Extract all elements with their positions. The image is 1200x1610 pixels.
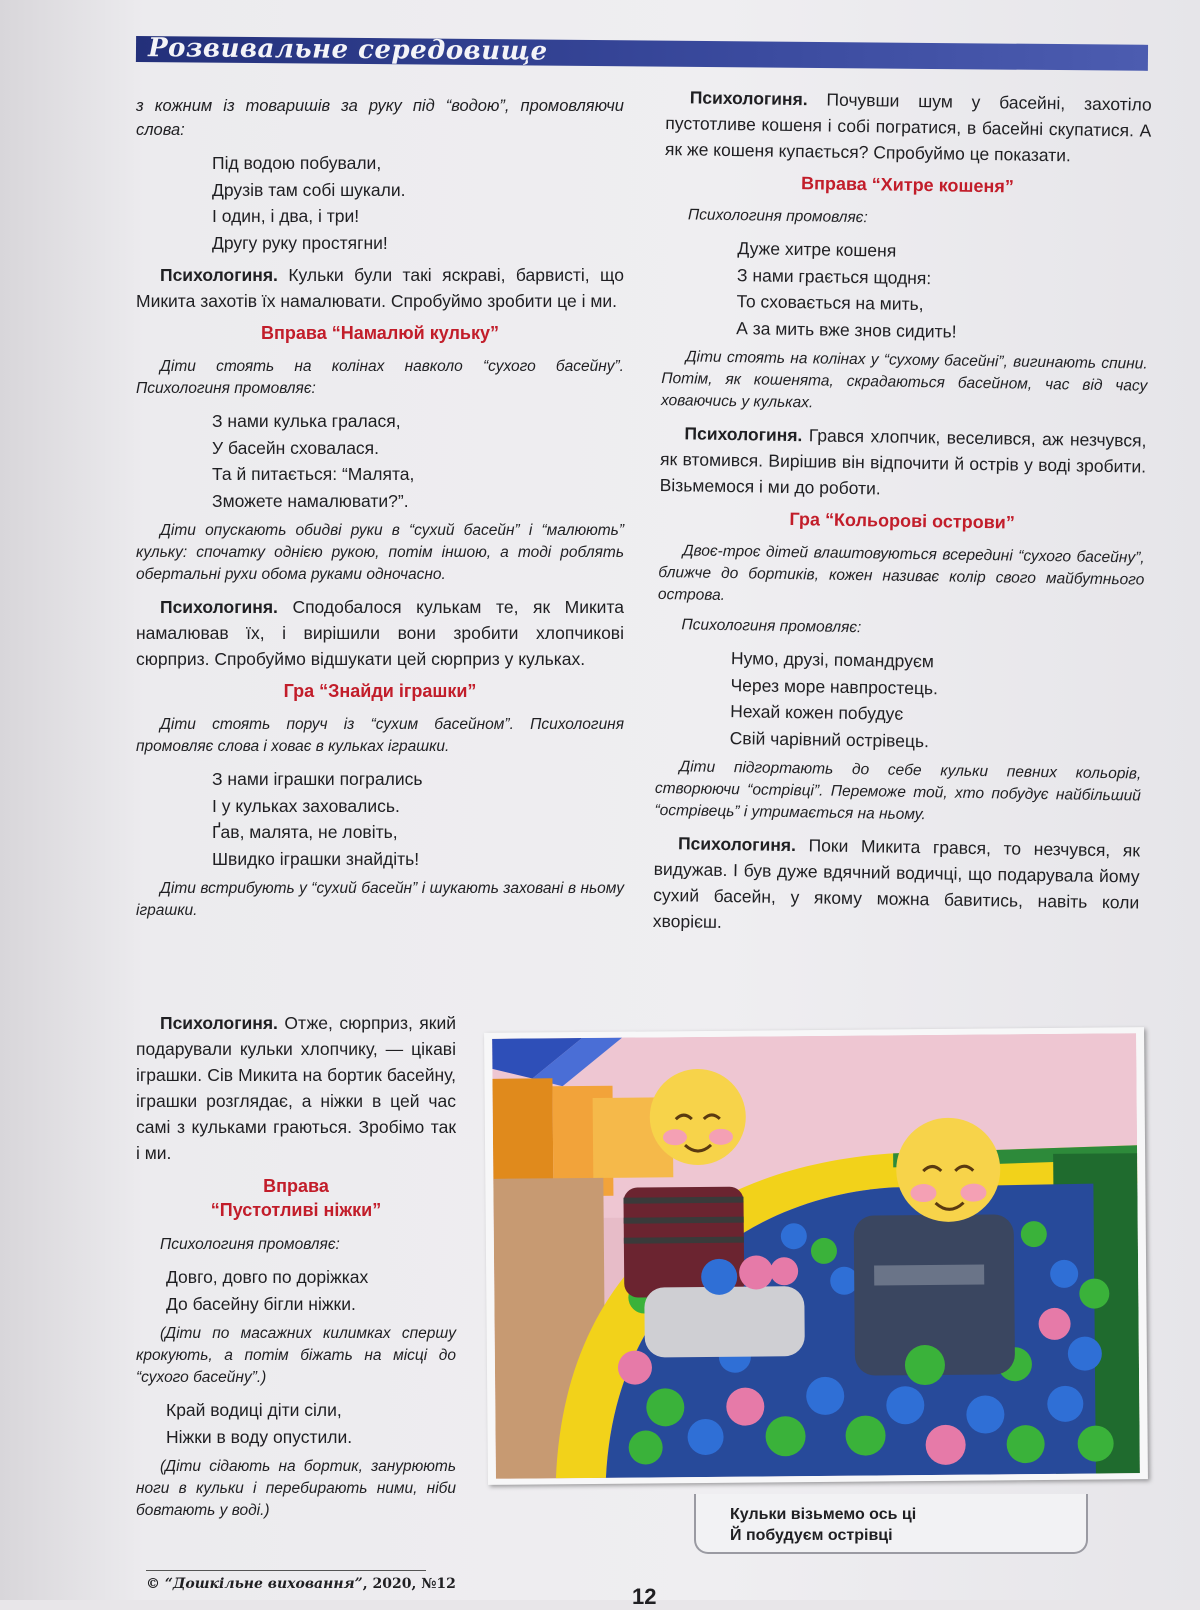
right-verse-2: [730, 645, 1144, 757]
left-instruction-7: (Діти сідають на бортик, занурюють ноги в кульки і перебирають ними, ніби бовтають у воді.): [136, 1458, 456, 1519]
right-verse-1: [736, 235, 1150, 347]
verse-line: Ґав, малята, не ловіть,: [212, 822, 398, 842]
page-number: 12: [632, 1584, 657, 1609]
ball-pit-photo-image: [492, 1033, 1140, 1479]
left-narrow-column: [136, 1010, 456, 1530]
left-verse-4: [166, 1264, 456, 1317]
verse-line: Під водою побували,: [212, 153, 382, 173]
right-paragraph-2: [659, 420, 1146, 506]
verse-line: Через море навпростець.: [730, 674, 939, 698]
right-paragraph-3: [653, 830, 1141, 942]
verse-line: Зможете намалювати?”.: [212, 490, 409, 511]
exercise-heading-sly-kitten: Вправа “Хитре кошеня”: [800, 173, 1014, 197]
verse-line: А за мить вже знов сидить!: [736, 317, 957, 342]
copyright-symbol: ©: [146, 1576, 165, 1592]
verse-line: Друзів там собі шукали.: [212, 179, 406, 200]
verse-line: Нумо, друзі, помандруєм: [730, 648, 935, 672]
caption-line: Й побудуєм острівці: [730, 1527, 893, 1544]
section-title: Розвивальне середовище: [147, 33, 548, 67]
speaker-label: Психологиня.: [160, 597, 278, 617]
verse-line: Край водиці діти сіли,: [166, 1400, 342, 1420]
footer-divider: [146, 1570, 426, 1571]
right-instruction-4: Психологиня промовляє:: [681, 616, 862, 637]
verse-line: Та й питається: “Малята,: [212, 464, 415, 484]
left-paragraph-4: [136, 1010, 456, 1166]
paragraph-text: Отже, сюрприз, який подарували кульки хлопчику, — цікаві іграшки. Сів Микита на бортик басейну, іграшки розглядає, а ніжки в цей час самі з кульками граються. Зробімо так і ми.: [136, 1013, 456, 1163]
verse-line: З нами іграшки погрались: [212, 769, 423, 789]
verse-line: І у кульках заховались.: [212, 795, 400, 816]
left-instruction-5: Психологиня промовляє:: [160, 1236, 340, 1253]
game-heading-find-toys: Гра “Знайди іграшки”: [283, 681, 477, 701]
verse-line: Швидко іграшки знайдіть!: [212, 848, 420, 869]
right-instruction-2: Діти стоять на колінах у “сухому басейні”, вигинають спини. Потім, як кошенята, скрадаються басейном, час від часу ховаючись у кульках.: [660, 348, 1148, 412]
left-column: [136, 94, 624, 930]
left-verse-1: [212, 150, 624, 256]
left-verse-3: [212, 766, 624, 872]
verse-line: Нехай кожен побудує: [730, 701, 904, 724]
verse-line: Другу руку простягни!: [212, 232, 388, 253]
paragraph-text: Грався хлопчик, веселився, аж незчувся, як втомився. Вирішив він відпочити й острів у воді зробити. Візьмемося і ми до роботи.: [659, 425, 1147, 499]
footer-copyright: [146, 1576, 456, 1592]
photo-caption: [730, 1504, 916, 1546]
paragraph-text: Почувши шум у басейні, захотіло пустотливе кошеня і собі погратися, в басейні скупатися. А як же кошеня купається? Спробуймо це показати.: [664, 89, 1152, 166]
caption-line: Кульки візьмемо ось ці: [730, 1506, 917, 1523]
right-instruction-1: Психологиня промовляє:: [687, 206, 868, 227]
verse-line: З нами грається щодня:: [736, 264, 932, 288]
right-paragraph-1: [665, 84, 1152, 170]
left-instruction-6: (Діти по масажних килимках спершу крокують, а потім біжать на місці до “сухого басейну”.): [136, 1325, 456, 1386]
exercise-heading-playful-feet: [136, 1174, 456, 1222]
heading-line: Вправа: [263, 1176, 329, 1196]
verse-line: До басейну бігли ніжки.: [166, 1293, 356, 1314]
speaker-label: Психологиня.: [684, 423, 803, 446]
left-instruction-3: Діти стоять поруч із “сухим басейном”. Психологиня промовляє слова і ховає в кульках іграшки.: [136, 716, 624, 755]
exercise-heading-draw-ball: Вправа “Намалюй кульку”: [261, 323, 499, 343]
right-column: [653, 84, 1152, 948]
right-instruction-3: Двоє-троє дітей влаштовуються всередині “сухого басейну”, ближче до бортиків, кожен називає колір свого майбутнього острова.: [657, 542, 1145, 604]
issue-info: , 2020, №12: [362, 1576, 456, 1592]
right-instruction-5: Діти підгортають до себе кульки певних кольорів, створюючи “острівці”. Переможе той, хто побудує найбільший “острівець” і утримається на ньому.: [654, 758, 1142, 824]
left-paragraph-3: [136, 594, 624, 672]
paragraph-text: Кульки були такі яскраві, барвисті, що Микита захотів їх намалювати. Спробуймо зробити це і ми.: [136, 265, 624, 311]
verse-line: У басейн сховалася.: [212, 437, 380, 458]
verse-line: І один, і два, і три!: [212, 206, 360, 226]
verse-line: То сховається на мить,: [736, 291, 924, 315]
left-instruction-2: Діти опускають обидві руки в “сухий басейн” і “малюють” кульку: спочатку однією рукою, потім іншою, а тоді роблять обертальні рухи обома руками одночасно.: [136, 522, 624, 583]
paragraph-text: Сподобалося кулькам те, як Микита намалював їх, і вирішили вони зробити хлопчикові сюрприз. Спробуймо відшукати цей сюрприз у кульках.: [136, 597, 624, 669]
left-instruction-1: Діти стоять на колінах навколо “сухого басейну”. Психологиня промовляє:: [136, 358, 624, 397]
game-heading-colored-islands: Гра “Кольорові острови”: [789, 508, 1015, 533]
paragraph-text: Поки Микита грався, то незчувся, як видужав. І був дуже вдячний водичці, що подарувала йому сухий басейн, у якому можна бавитись, навіть коли хворієш.: [652, 835, 1141, 932]
left-paragraph-2: [136, 262, 624, 314]
verse-line: Дуже хитре кошеня: [737, 238, 897, 261]
left-instruction-4: Діти встрибують у “сухий басейн” і шукають заховані в ньому іграшки.: [136, 880, 624, 919]
verse-line: Довго, довго по доріжках: [166, 1267, 369, 1287]
verse-line: З нами кулька гралася,: [212, 411, 401, 431]
speaker-label: Психологиня.: [160, 1013, 278, 1033]
speaker-label: Психологиня.: [689, 87, 808, 110]
speaker-label: Психологиня.: [677, 833, 797, 856]
left-verse-5: [166, 1397, 456, 1450]
left-verse-2: [212, 408, 624, 514]
heading-line: “Пустотливі ніжки”: [210, 1200, 382, 1220]
ball-pit-photo: [484, 1027, 1148, 1485]
verse-line: Ніжки в воду опустили.: [166, 1426, 353, 1447]
speaker-label: Психологиня.: [160, 265, 278, 285]
emoji-face-icon: [896, 1117, 1001, 1222]
left-paragraph-1: з кожним із товаришів за руку під “водою”, промовляючи слова:: [136, 97, 624, 139]
journal-name: “Дошкільне виховання”: [164, 1576, 363, 1592]
verse-line: Свій чарівний острівець.: [729, 727, 930, 751]
